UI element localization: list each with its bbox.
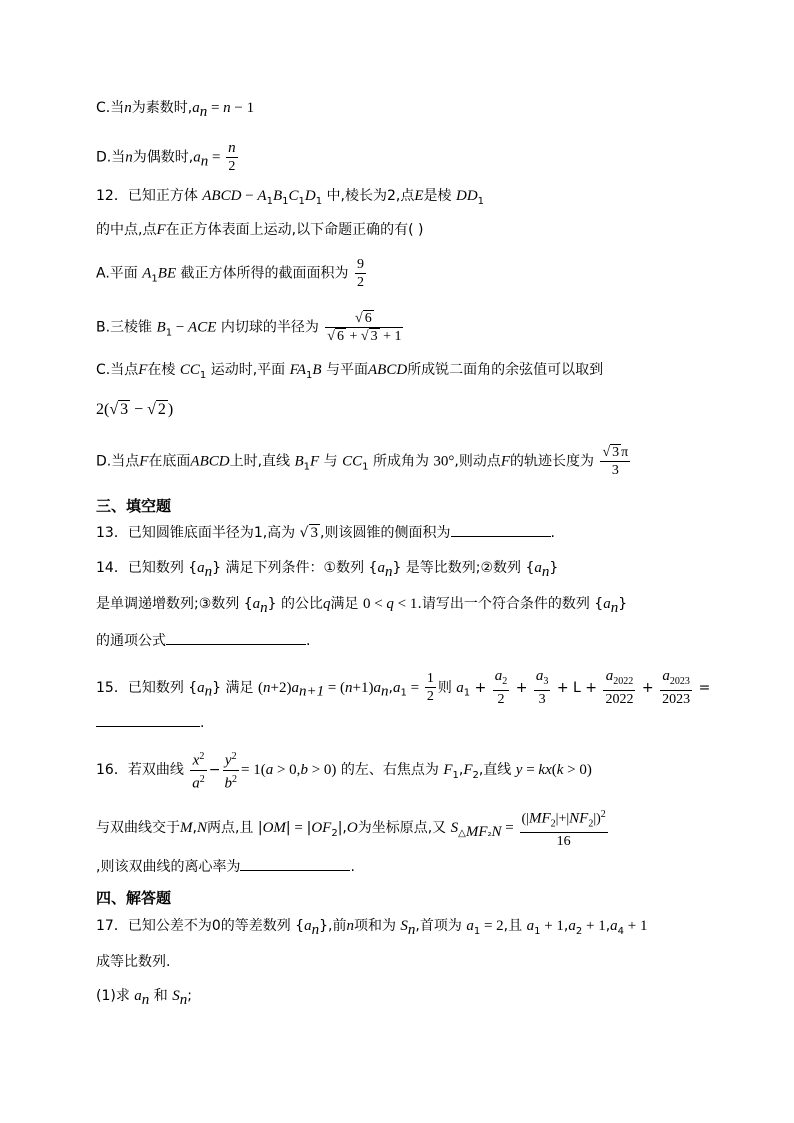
question-17-line-3: (1)求 $a_n$ 和 $S_n$;	[96, 988, 192, 1008]
section-4-heading: 四、解答题	[96, 889, 172, 907]
q11-option-c: C.当n为素数时$,a_n = n - 1$	[96, 100, 255, 120]
q12-option-c-line-1: C.当点F在棱 $CC_1$ 运动时,平面 $FA_1B$ 与平面ABCD所成锐二面角的余弦值可以取到	[96, 362, 604, 381]
q12-option-b: B.三棱锥 $B_1$ − ACE 内切球的半径为 $\frac{√ 6}{√ 6 + √ 3 + 1}$	[96, 311, 402, 344]
q12-option-a: A.平面 $A_1BE$ 截正方体所得的截面面积为 $\frac{9}{2}$	[96, 257, 365, 290]
question-14-line-2: 是单调递增数列;③数列 $\{a_n\}$ 的公比q满足 0 < q < 1.请写出一个符合条件的数列 $\{a_n\}$	[96, 596, 628, 616]
question-13: 13．已知圆锥底面半径为1,高为 √ 3 ,则该圆锥的侧面积为 .	[96, 522, 555, 543]
q12-stem-line-1: 12．已知正方体 ABCD − $A_1B_1C_1D_1$ 中,棱长为2,点E是棱 $DD_1$	[96, 188, 485, 207]
question-16-line-2: 与双曲线交于M,N两点,且 $|OM| = |OF_2|,O$为坐标原点,又 $S_{\triangle MF_2N}$ = $\frac{(|MF_2|+|NF_2|)^2}{16}$	[96, 806, 610, 850]
q12-option-c-line-2: 2(√ 3 − √ 2 )	[96, 401, 174, 418]
question-15-line-1: 15．已知数列 $\{a_n\}$ 满足 $(n+2)a_{n+1} = (n+1)a_n,a_1$ = $\frac{1}{2}$ 则 $a_1$ + $\frac{a_2}{2}$ + $\frac{a_3}{3}$ + L + $\frac{a_{2022}}{2022}$ + $\frac{a_{2023}}{2023}$ =	[96, 668, 711, 707]
q12-option-d: D.当点F在底面ABCD上时,直线 $B_1F$ 与 $CC_1$ 所成角为 30°,则动点F的轨迹长度为 $\frac{√ 3 \pi}{3}$	[96, 445, 629, 478]
section-3-heading: 三、填空题	[96, 497, 172, 515]
question-14-line-1: 14．已知数列 $\{a_n\}$ 满足下列条件：①数列 $\{a_n\}$ 是等比数列;②数列 $\{a_n\}$	[96, 560, 559, 580]
q11-option-d: D.当n为偶数时$,a_n$ = $\frac{n}{2}$	[96, 140, 236, 174]
q12-stem-line-2: 的中点,点F在正方体表面上运动,以下命题正确的有( )	[96, 222, 424, 238]
question-16-line-3: ,则该双曲线的离心率为 .	[96, 856, 355, 877]
question-14-line-3: 的通项公式 .	[96, 630, 310, 651]
question-17-line-2: 成等比数列.	[96, 954, 171, 970]
question-15-line-2: .	[96, 712, 204, 733]
question-16-line-1: 16．若双曲线 $\frac{x^2}{a^2}$ − $\frac{y^2}{b^2}$ = 1(a > 0,b > 0) 的左、右焦点为 $F_1,F_2$,直线 y = kx(k > 0)	[96, 748, 592, 792]
question-17-line-1: 17．已知公差不为0的等差数列 $\{a_n\}$,前n项和为 $S_n$,首项为 $a_1 = 2$,且 $a_1 + 1,a_2 + 1,a_4 + 1$	[96, 918, 648, 938]
